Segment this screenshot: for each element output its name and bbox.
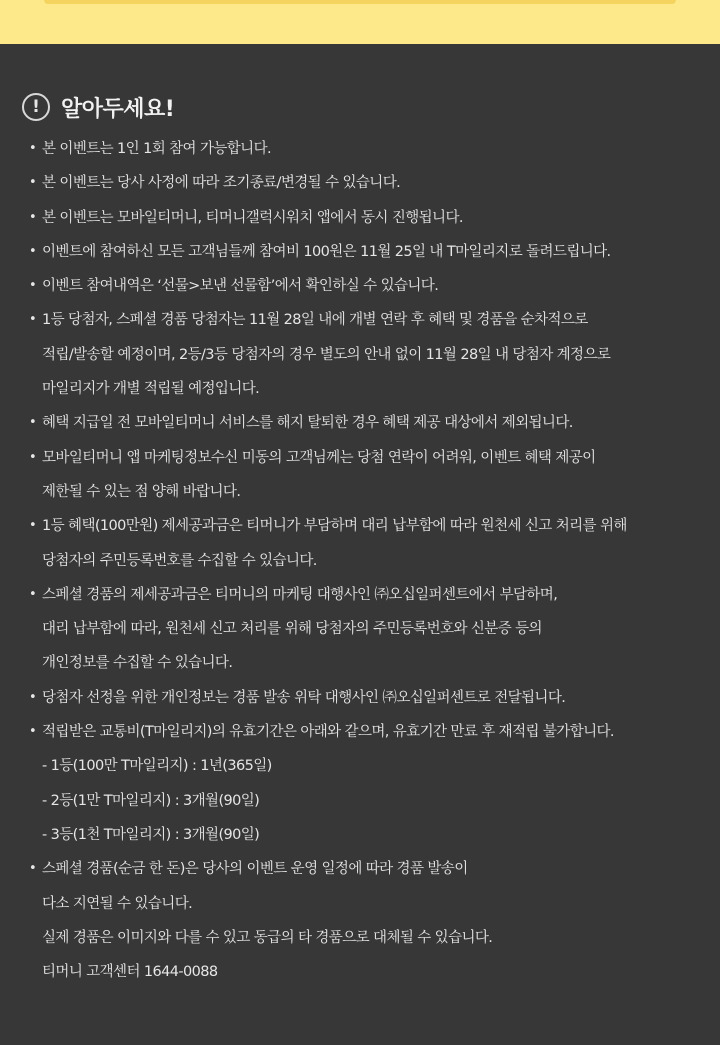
notice-item-continuation: 적립/발송할 예정이며, 2등/3등 당첨자의 경우 별도의 안내 없이 11월 28일 내 당첨자 계정으로 [42,346,611,363]
notice-item: • 이벤트에 참여하신 모든 고객님들께 참여비 100원은 11월 25일 내 T마일리지로 돌려드립니다. [22,235,698,269]
notice-item-continuation: 대리 납부함에 따라, 원천세 신고 처리를 위해 당첨자의 주민등록번호와 신분증 등의 [42,621,542,638]
notice-item: • 1등 당첨자, 스페셜 경품 당첨자는 11월 28일 내에 개별 연락 후 혜택 및 경품을 순차적으로 [22,303,698,337]
notice-item-continuation: - 2등(1만 T마일리지) : 3개월(90일) [42,792,260,809]
notice-item: • 모바일티머니 앱 마케팅정보수신 미동의 고객님께는 당첨 연락이 어려워, 이벤트 혜택 제공이 [22,441,698,475]
notice-item: • 이벤트 참여내역은 ‘선물>보낸 선물함’에서 확인하실 수 있습니다. [22,269,698,303]
notice-item: • 본 이벤트는 1인 1회 참여 가능합니다. [22,132,698,166]
notice-item-continuation: 마일리지가 개별 적립될 예정입니다. [42,381,260,398]
notice-section [0,44,720,989]
notice-item-continuation: 티머니 고객센터 1644-0088 [42,964,218,981]
notice-item-continuation: 제한될 수 있는 점 양해 바랍니다. [42,483,241,500]
notice-header [22,90,698,124]
notice-item: • 혜택 지급일 전 모바일티머니 서비스를 해지 탈퇴한 경우 혜택 제공 대상에서 제외됩니다. [22,406,698,440]
exclamation-circle-icon: ! [22,93,50,121]
notice-item-continuation: - 3등(1천 T마일리지) : 3개월(90일) [42,826,260,843]
notice-item-continuation: - 1등(100만 T마일리지) : 1년(365일) [42,758,272,775]
notice-item: • 스페셜 경품(순금 한 돈)은 당사의 이벤트 운영 일정에 따라 경품 발송이 [22,852,698,886]
notice-item: • 1등 혜택(100만원) 제세공과금은 티머니가 부담하며 대리 납부함에 따라 원천세 신고 처리를 위해 [22,509,698,543]
notice-title: 알아두세요! [61,96,175,122]
notice-item: • 본 이벤트는 당사 사정에 따라 조기종료/변경될 수 있습니다. [22,166,698,200]
notice-item: • 당첨자 선정을 위한 개인정보는 경품 발송 위탁 대행사인 ㈜오십일퍼센트로 전달됩니다. [22,681,698,715]
notice-item: • 본 이벤트는 모바일티머니, 티머니갤럭시워치 앱에서 동시 진행됩니다. [22,201,698,235]
top-yellow-banner [0,0,720,44]
notice-item-continuation: 당첨자의 주민등록번호를 수집할 수 있습니다. [42,552,317,569]
notice-list [22,132,698,989]
notice-item-continuation: 개인정보를 수집할 수 있습니다. [42,655,233,672]
notice-item-continuation: 다소 지연될 수 있습니다. [42,895,193,912]
notice-item: • 적립받은 교통비(T마일리지)의 유효기간은 아래와 같으며, 유효기간 만료 후 재적립 불가합니다. [22,715,698,749]
notice-item: • 스페셜 경품의 제세공과금은 티머니의 마케팅 대행사인 ㈜오십일퍼센트에서 부담하며, [22,578,698,612]
notice-item-continuation: 실제 경품은 이미지와 다를 수 있고 동급의 타 경품으로 대체될 수 있습니다. [42,929,493,946]
